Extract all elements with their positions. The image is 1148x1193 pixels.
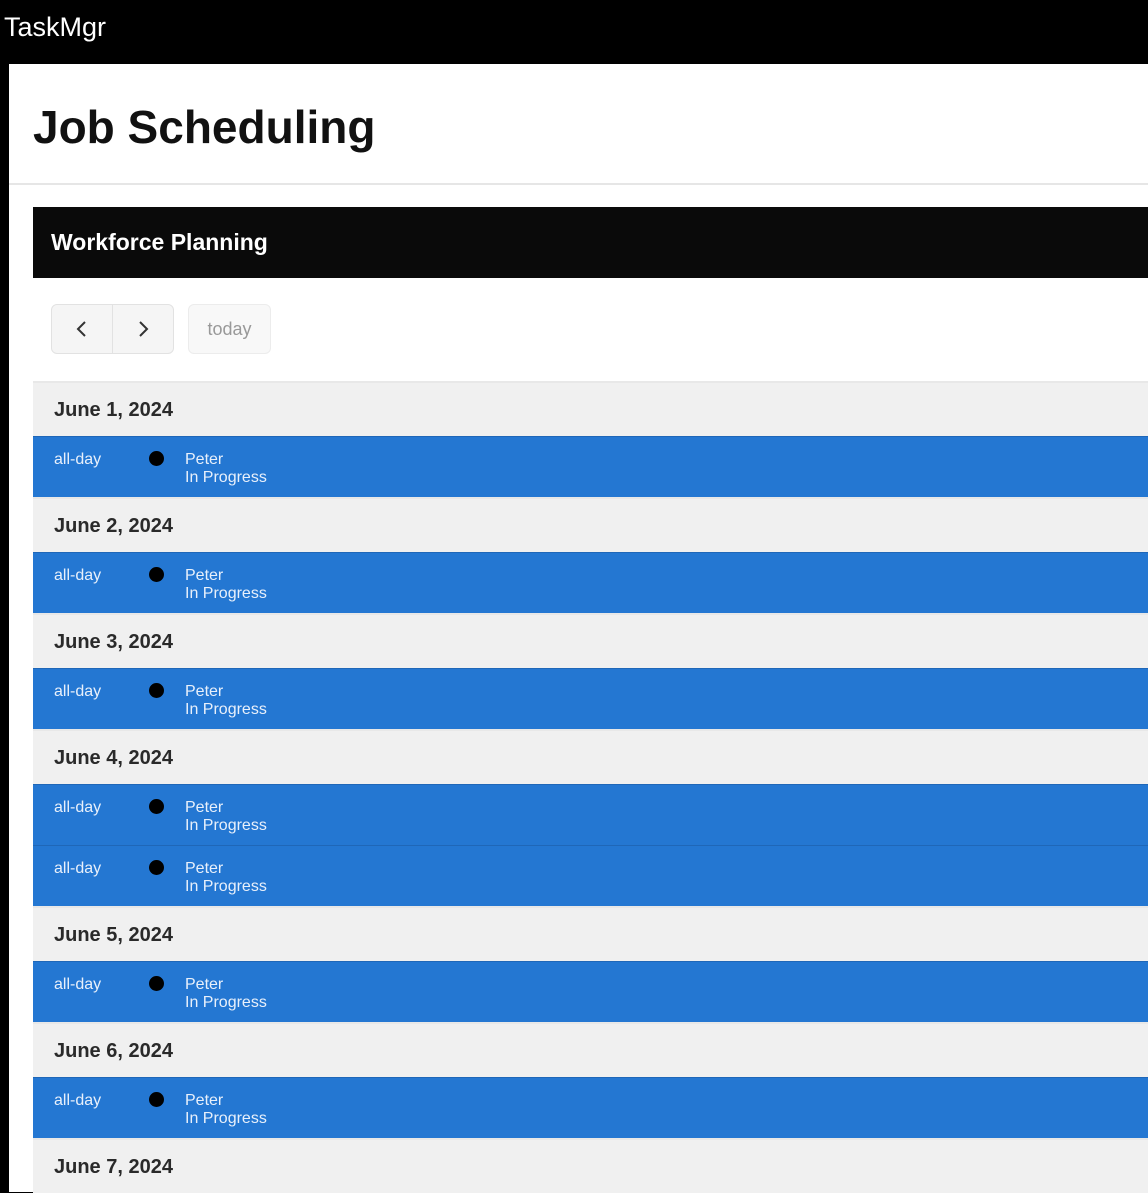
event-name: Peter bbox=[185, 1092, 224, 1109]
day-header: June 3, 2024 bbox=[33, 613, 1148, 668]
chevron-right-icon bbox=[136, 320, 150, 338]
event-title bbox=[185, 567, 267, 603]
nav-button-group bbox=[51, 304, 174, 354]
event-status: In Progress bbox=[185, 701, 267, 718]
day-header: June 4, 2024 bbox=[33, 729, 1148, 784]
event-time: all-day bbox=[54, 976, 102, 993]
event-dot-icon bbox=[149, 1092, 164, 1107]
day-header: June 2, 2024 bbox=[33, 497, 1148, 552]
event-name: Peter bbox=[185, 451, 224, 468]
calendar-card bbox=[33, 207, 1148, 1192]
day-header: June 1, 2024 bbox=[33, 381, 1148, 436]
chevron-left-icon bbox=[75, 320, 89, 338]
app-title: TaskMgr bbox=[4, 12, 107, 42]
event-title bbox=[185, 451, 267, 487]
event-name: Peter bbox=[185, 976, 224, 993]
event-status: In Progress bbox=[185, 469, 267, 486]
event-title bbox=[185, 860, 267, 896]
calendar-toolbar bbox=[33, 278, 1148, 381]
event-row[interactable] bbox=[33, 1077, 1148, 1138]
next-button[interactable] bbox=[112, 305, 173, 353]
prev-button[interactable] bbox=[52, 305, 112, 353]
event-dot-icon bbox=[149, 451, 164, 466]
event-row[interactable] bbox=[33, 845, 1148, 906]
event-title bbox=[185, 683, 267, 719]
event-status: In Progress bbox=[185, 817, 267, 834]
event-time: all-day bbox=[54, 683, 102, 700]
event-row[interactable] bbox=[33, 668, 1148, 729]
event-dot-icon bbox=[149, 799, 164, 814]
event-status: In Progress bbox=[185, 878, 267, 895]
event-name: Peter bbox=[185, 860, 224, 877]
event-status: In Progress bbox=[185, 994, 267, 1011]
card-header: Workforce Planning bbox=[33, 207, 1148, 278]
event-title bbox=[185, 976, 267, 1012]
event-dot-icon bbox=[149, 860, 164, 875]
event-row[interactable] bbox=[33, 961, 1148, 1022]
event-row[interactable] bbox=[33, 436, 1148, 497]
day-header: June 6, 2024 bbox=[33, 1022, 1148, 1077]
event-time: all-day bbox=[54, 799, 102, 816]
event-title bbox=[185, 1092, 267, 1128]
event-time: all-day bbox=[54, 567, 102, 584]
event-time: all-day bbox=[54, 1092, 102, 1109]
day-header: June 7, 2024 bbox=[33, 1138, 1148, 1193]
main-content bbox=[9, 64, 1148, 1192]
day-header: June 5, 2024 bbox=[33, 906, 1148, 961]
event-status: In Progress bbox=[185, 585, 267, 602]
event-row[interactable] bbox=[33, 552, 1148, 613]
page-title: Job Scheduling bbox=[33, 101, 376, 153]
event-dot-icon bbox=[149, 683, 164, 698]
event-name: Peter bbox=[185, 799, 224, 816]
event-dot-icon bbox=[149, 567, 164, 582]
app-title-bar bbox=[0, 0, 1148, 64]
divider bbox=[9, 183, 1148, 185]
event-name: Peter bbox=[185, 683, 224, 700]
event-time: all-day bbox=[54, 451, 102, 468]
today-button[interactable]: today bbox=[188, 304, 271, 354]
event-name: Peter bbox=[185, 567, 224, 584]
event-list bbox=[33, 381, 1148, 1193]
event-status: In Progress bbox=[185, 1110, 267, 1127]
event-time: all-day bbox=[54, 860, 102, 877]
event-row[interactable] bbox=[33, 784, 1148, 845]
event-title bbox=[185, 799, 267, 835]
event-dot-icon bbox=[149, 976, 164, 991]
